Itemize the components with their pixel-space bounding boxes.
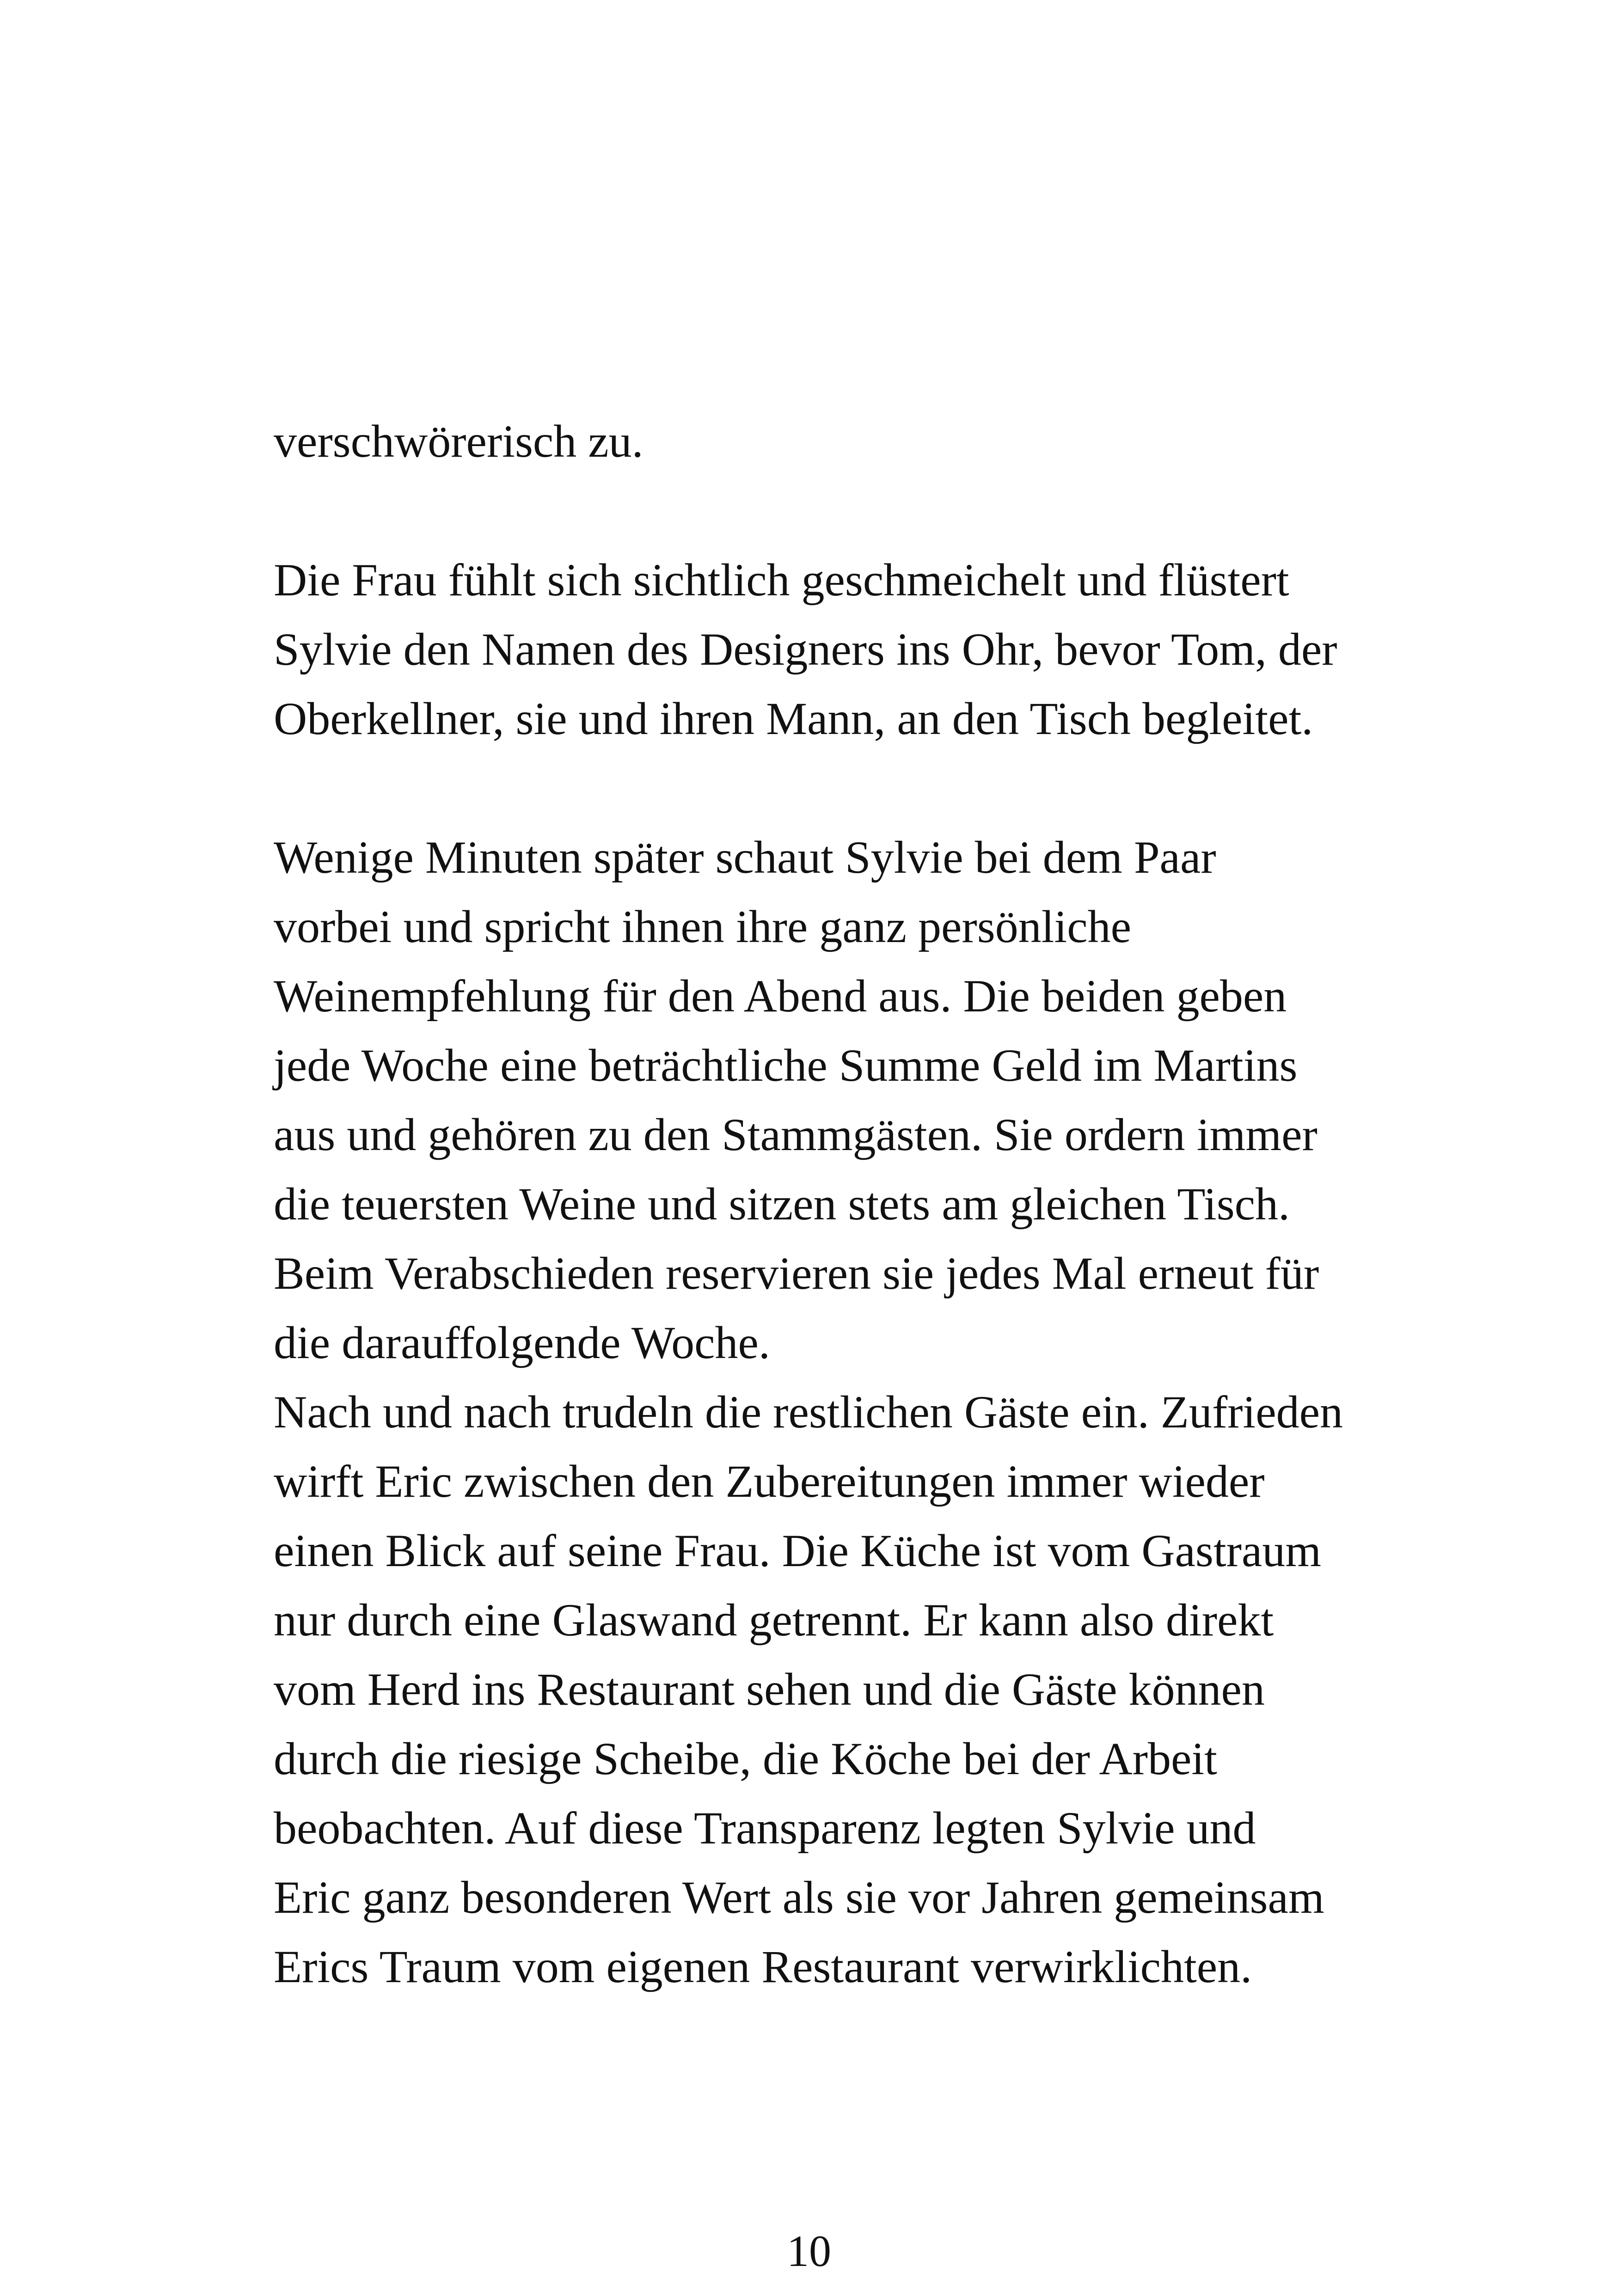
text-line: die darauffolgende Woche.: [274, 1317, 770, 1368]
text-line: nur durch eine Glaswand getrennt. Er kann also direkt: [274, 1594, 1274, 1646]
text-line: Weinempfehlung für den Abend aus. Die beiden geben: [274, 970, 1287, 1022]
paragraph-gap: [274, 476, 1383, 545]
text-line: Oberkellner, sie und ihren Mann, an den Tisch begleitet.: [274, 693, 1313, 744]
text-line: Erics Traum vom eigenen Restaurant verwirklichten.: [274, 1941, 1252, 1992]
text-line: Beim Verabschieden reservieren sie jedes Mal erneut für: [274, 1248, 1319, 1299]
text-line: Nach und nach trudeln die restlichen Gäste ein. Zufrieden: [274, 1386, 1343, 1438]
body-text: [274, 407, 1383, 2002]
text-line: vorbei und spricht ihnen ihre ganz persönliche: [274, 901, 1131, 952]
text-line: beobachten. Auf diese Transparenz legten Sylvie und: [274, 1802, 1256, 1854]
text-line: die teuersten Weine und sitzen stets am gleichen Tisch.: [274, 1178, 1290, 1230]
text-line: Wenige Minuten später schaut Sylvie bei dem Paar: [274, 832, 1216, 883]
text-line: Eric ganz besonderen Wert als sie vor Jahren gemeinsam: [274, 1872, 1324, 1923]
text-line: vom Herd ins Restaurant sehen und die Gäste können: [274, 1664, 1265, 1715]
text-line: durch die riesige Scheibe, die Köche bei der Arbeit: [274, 1733, 1217, 1784]
paragraph-gap: [274, 753, 1383, 823]
text-line: jede Woche eine beträchtliche Summe Geld im Martins: [274, 1040, 1298, 1091]
page-number: 10: [787, 2226, 831, 2276]
text-line: Die Frau fühlt sich sichtlich geschmeichelt und flüstert: [274, 554, 1289, 606]
text-line: Sylvie den Namen des Designers ins Ohr, bevor Tom, der: [274, 624, 1337, 675]
text-line: verschwörerisch zu.: [274, 416, 644, 467]
text-line: einen Blick auf seine Frau. Die Küche ist vom Gastraum: [274, 1525, 1322, 1576]
text-line: aus und gehören zu den Stammgästen. Sie ordern immer: [274, 1109, 1318, 1160]
text-line: wirft Eric zwischen den Zubereitungen immer wieder: [274, 1456, 1265, 1507]
